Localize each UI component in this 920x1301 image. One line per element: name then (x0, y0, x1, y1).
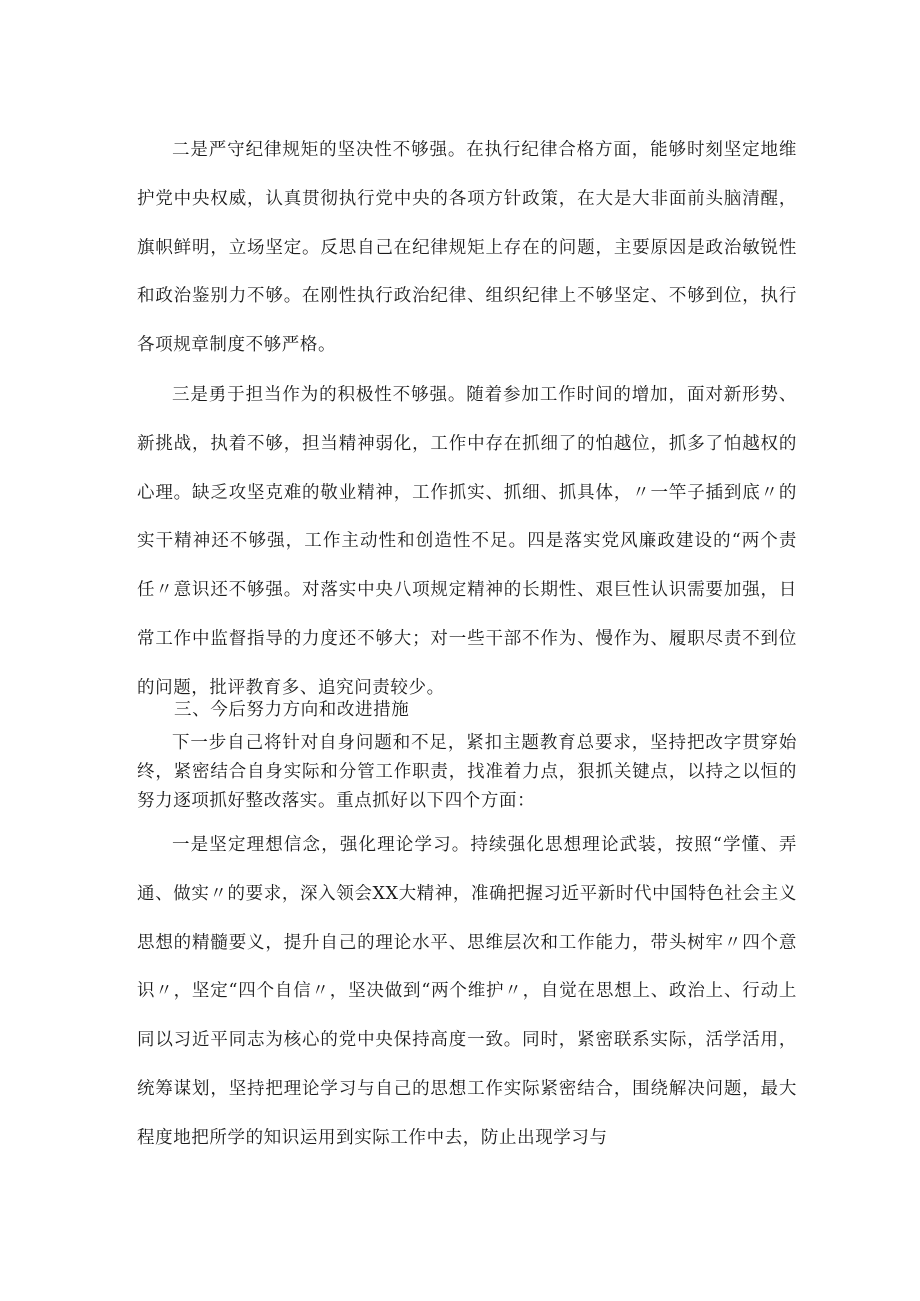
section-heading-improvement: 三、今后努力方向和改进措施 (174, 700, 410, 720)
paragraph-responsibility: 三是勇于担当作为的积极性不够强。随着参加工作时间的增加，面对新形势、新挑战，执着不够，担当精神弱化，工作中存在抓细了的怕越位，抓多了怕越权的心理。缺乏攻坚克难的敬业精神，工作抓实、抓细、抓具体，〃一竿子插到底〃的实干精神还不够强，工作主动性和创造性不足。四是落实党风廉政建设的“两个责任〃意识还不够强。对落实中央八项规定精神的长期性、艰巨性认识需要加强，日常工作中监督指导的力度还不够大；对一些干部不作为、慢作为、履职尽责不到位的问题，批评教育多、追究问责较少。 (137, 385, 797, 698)
paragraph-ideals-study: 一是坚定理想信念，强化理论学习。持续强化思想理论武装，按照“学懂、弄通、做实〃的要求，深入领会XX大精神，准确把握习近平新时代中国特色社会主义思想的精髓要义，提升自己的理论水平、思维层次和工作能力，带头树牢〃四个意识〃，坚定“四个自信〃，坚决做到“两个维护〃，自觉在思想上、政治上、行动上同以习近平同志为核心的党中央保持高度一致。同时，紧密联系实际，活学活用，统筹谋划，坚持把理论学习与自己的思想工作实际紧密结合，围绕解决问题，最大程度地把所学的知识运用到实际工作中去，防止出现学习与 (137, 835, 797, 1148)
paragraph-next-steps: 下一步自己将针对自身问题和不足，紧扣主题教育总要求，坚持把改字贯穿始终，紧密结合自身实际和分管工作职责，找准着力点，狠抓关键点，以持之以恒的努力逐项抓好整改落实。重点抓好以下四个方面： (137, 733, 797, 811)
paragraph-discipline: 二是严守纪律规矩的坚决性不够强。在执行纪律合格方面，能够时刻坚定地维护党中央权威，认真贯彻执行党中央的各项方针政策，在大是大非面前头脑清醒，旗帜鲜明，立场坚定。反思自己在纪律规矩上存在的问题，主要原因是政治敏锐性和政治鉴别力不够。在刚性执行政治纪律、组织纪律上不够坚定、不够到位，执行各项规章制度不够严格。 (137, 140, 797, 356)
